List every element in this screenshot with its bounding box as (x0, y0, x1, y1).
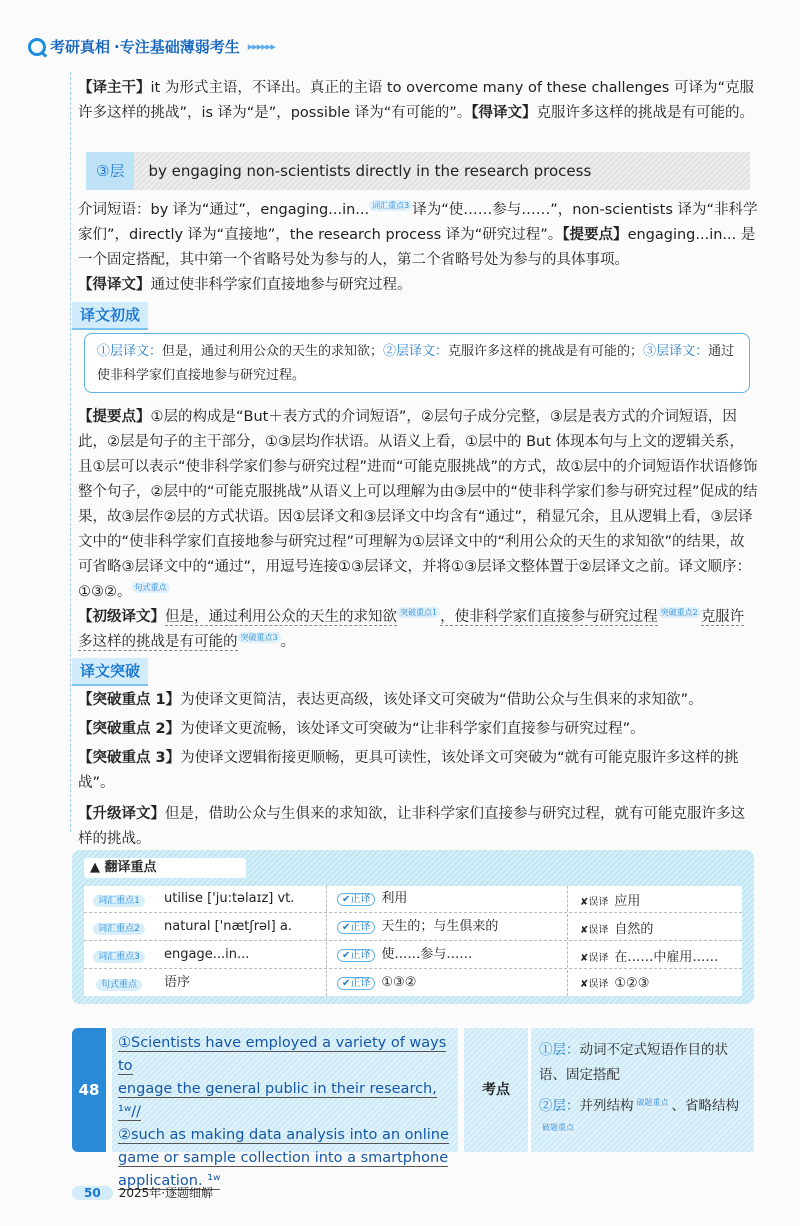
layer3-tag: ③层 (86, 152, 134, 190)
initial-part2: ，使非科学家们直接参与研究过程 (440, 609, 658, 625)
break-item-3 (78, 746, 758, 796)
badge-key: 破题重点 (539, 1122, 577, 1133)
upgrade-label: 【升级译文】 (78, 806, 165, 822)
correct-badge: ✔正译 (337, 949, 375, 962)
point-label: ①层： (539, 1042, 580, 1058)
point-text: 并列结构 (579, 1098, 634, 1114)
point-text: 动词不定式短语作目的状语、固定搭配 (539, 1042, 728, 1083)
breakthrough-list (78, 688, 758, 852)
arrows-icon: ▸▸▸▸▸▸ (247, 40, 275, 53)
sentence-line: application. ¹ʷ (118, 1173, 221, 1189)
row-correct: ①③② (381, 975, 417, 990)
row-correct: 使……参与…… (381, 947, 473, 962)
break-label: 【突破重点 1】 (78, 692, 181, 708)
layer3-text: 通过使非科学家们直接地参与研究过程。 (97, 344, 735, 383)
paragraph-layer3 (78, 198, 758, 298)
layer1-label: ①层译文： (97, 344, 163, 359)
point-label: ②层： (539, 1098, 580, 1114)
row-tag: 词汇重点2 (93, 923, 145, 935)
badge-break2: 突破重点2 (658, 607, 701, 618)
text-key-points: engaging...in... 是一个固定搭配，其中第一个省略号处为参与的人，第二个省略号处为参与的具体事项。 (78, 227, 756, 268)
row-wrong: ①②③ (614, 976, 650, 991)
row-correct: 利用 (381, 891, 408, 906)
paragraph-main-clause (78, 76, 758, 126)
text-main-clause: it 为形式主语，不译出。真正的主语 to overcome many of these challenges 可译为“克服许多这样的挑战”，is 译为“是”，possible 译为“有可能的”。 (78, 80, 754, 121)
test-point-content (528, 1028, 754, 1152)
row-correct: 天生的；与生俱来的 (381, 919, 499, 934)
search-logo-icon (28, 38, 46, 56)
initial-translation-box (84, 333, 750, 393)
label-main-clause: 【译主干】 (78, 80, 151, 96)
translation-key-table (72, 850, 754, 1004)
correct-badge: ✔正译 (337, 893, 375, 906)
sentence-line: ①Scientists have employed a variety of ways to (118, 1035, 447, 1074)
break-label: 【突破重点 3】 (78, 750, 181, 766)
footer-text: 2025年·逐题细解 (118, 1186, 214, 1200)
table-row (84, 942, 742, 969)
badge-key: 破题重点 (634, 1097, 672, 1108)
table-row (84, 914, 742, 941)
row-wrong: 自然的 (614, 921, 654, 937)
row-tag: 词汇重点1 (93, 895, 145, 907)
initial-end: 。 (280, 634, 296, 650)
table-title: ▲ 翻译重点 (84, 858, 246, 878)
label-key-points: 【提要点】 (562, 227, 628, 243)
layer2-label: ②层译文： (383, 344, 449, 359)
row-term: natural ['nætʃrəl] a. (154, 914, 327, 940)
page-number: 50 (72, 1186, 113, 1200)
table-row (84, 970, 742, 996)
table-body (84, 886, 742, 996)
layer2-text: 克服许多这样的挑战是有可能的； (448, 344, 644, 359)
break-label: 【突破重点 2】 (78, 721, 181, 737)
row-term: 语序 (154, 970, 327, 996)
correct-badge: ✔正译 (337, 921, 375, 934)
wrong-badge: ✘误译 (580, 924, 609, 936)
margin-line (70, 72, 71, 832)
sentence-line: game or sample collection into a smartphone (118, 1150, 449, 1166)
question-48-block (72, 1028, 754, 1189)
badge-break3: 突破重点3 (238, 632, 281, 643)
layer1-text: 但是，通过利用公众的天生的求知欲； (162, 344, 384, 359)
text-translation: 克服许多这样的挑战是有可能的。 (536, 105, 754, 121)
upgrade-text: 但是，借助公众与生俱来的求知欲，让非科学家们直接参与研究过程，就有可能克服许多这样的挑战。 (78, 806, 745, 847)
label-translation: 【得译文】 (471, 105, 537, 121)
row-term: engage...in... (154, 942, 327, 968)
layer3-sentence: by engaging non-scientists directly in the research process (148, 162, 592, 180)
label-key-points: 【提要点】 (78, 409, 151, 425)
badge-sentence: 句式重点 (132, 582, 170, 593)
break-item-1 (78, 688, 758, 713)
text-prep-phrase: 介词短语：by 译为“通过”，engaging...in... (78, 202, 370, 218)
section-breakthrough: 译文突破 (72, 658, 148, 686)
question-number: 48 (72, 1028, 106, 1152)
wrong-badge: ✘误译 (580, 979, 609, 990)
text-prep-translation: 译为“使……参与……”，non-scientists 译为“非科学家们”，directly 译为“直接地”，the research process 译为“研究过程”。 (78, 202, 758, 243)
paragraph-initial (78, 605, 758, 655)
table-row (84, 886, 742, 913)
label-translation: 【得译文】 (78, 277, 151, 293)
break-text: 为使译文更流畅，该处译文可突破为“让非科学家们直接参与研究过程”。 (180, 721, 645, 737)
break-text: 为使译文更简洁，表达更高级，该处译文可突破为“借助公众与生俱来的求知欲”。 (180, 692, 703, 708)
row-wrong: 应用 (614, 893, 641, 909)
initial-part1: 但是，通过利用公众的天生的求知欲 (165, 609, 397, 625)
question-sentence (112, 1028, 458, 1189)
sentence-line: engage the general public in their research, ¹ʷ// (118, 1081, 437, 1120)
brand-slogan: ·专注基础薄弱考生 (114, 38, 240, 56)
text-analysis: ①层的构成是“But＋表方式的介词短语”，②层句子成分完整，③层是表方式的介词短语，因此，②层是句子的主干部分，①③层均作状语。从语义上看，①层中的 But 体现本句与上文的逻辑关系，且①层可以表示“使非科学家们参与研究过程”进而“可能克服挑战”的方式，故①层中的介词短语作状语修饰整个句子，②层中的“可能克服挑战”从语义上可以理解为由③层中的“使非科学家们参与研究过程”促成的结果，故③层作②层的方式状语。因①层译文和③层译文中均含有“通过”，稍显冗余，且从逻辑上看，③层译文中的“使非科学家们直接地参与研究过程”可理解为①层译文中的“利用公众的天生的求知欲”的结果，故可省略③层译文中的“通过”，用逗号连接①③层译文，并将①③层译文整体置于②层译文之前。译文顺序：①③②。 (78, 409, 758, 600)
break-text: 为使译文逻辑衔接更顺畅，更具可读性，该处译文可突破为“就有可能克服许多这样的挑战”。 (78, 750, 739, 791)
wrong-badge: ✘误译 (580, 952, 609, 964)
layer3-label: ③层译文： (643, 344, 709, 359)
row-term: utilise ['ju:təlaɪz] vt. (154, 886, 327, 912)
label-initial-translation: 【初级译文】 (78, 609, 165, 625)
footer (72, 1184, 213, 1201)
break-item-2 (78, 717, 758, 742)
header (28, 36, 275, 57)
wrong-badge: ✘误译 (580, 896, 609, 908)
initial-part3: 克服许多这样的挑战是有可能的 (78, 609, 745, 650)
test-point-1 (539, 1038, 746, 1088)
test-point-2 (539, 1094, 746, 1144)
upgrade-translation (78, 802, 758, 852)
badge-vocab3: 词汇重点3 (369, 200, 412, 211)
section-initial-translation: 译文初成 (72, 302, 148, 330)
row-wrong: 在……中雇用…… (614, 949, 719, 965)
badge-break1: 突破重点1 (397, 607, 440, 618)
paragraph-analysis (78, 405, 758, 605)
row-tag: 词汇重点3 (93, 951, 145, 963)
correct-badge: ✔正译 (337, 977, 375, 990)
brand-name: 考研真相 (50, 38, 111, 56)
layer3-banner (86, 152, 750, 190)
test-point-label: 考点 (464, 1028, 528, 1152)
point-text: 、省略结构 (671, 1098, 739, 1114)
text-translation: 通过使非科学家们直接地参与研究过程。 (150, 277, 412, 293)
sentence-line: ②such as making data analysis into an online (118, 1127, 449, 1143)
row-tag: 句式重点 (96, 979, 142, 991)
